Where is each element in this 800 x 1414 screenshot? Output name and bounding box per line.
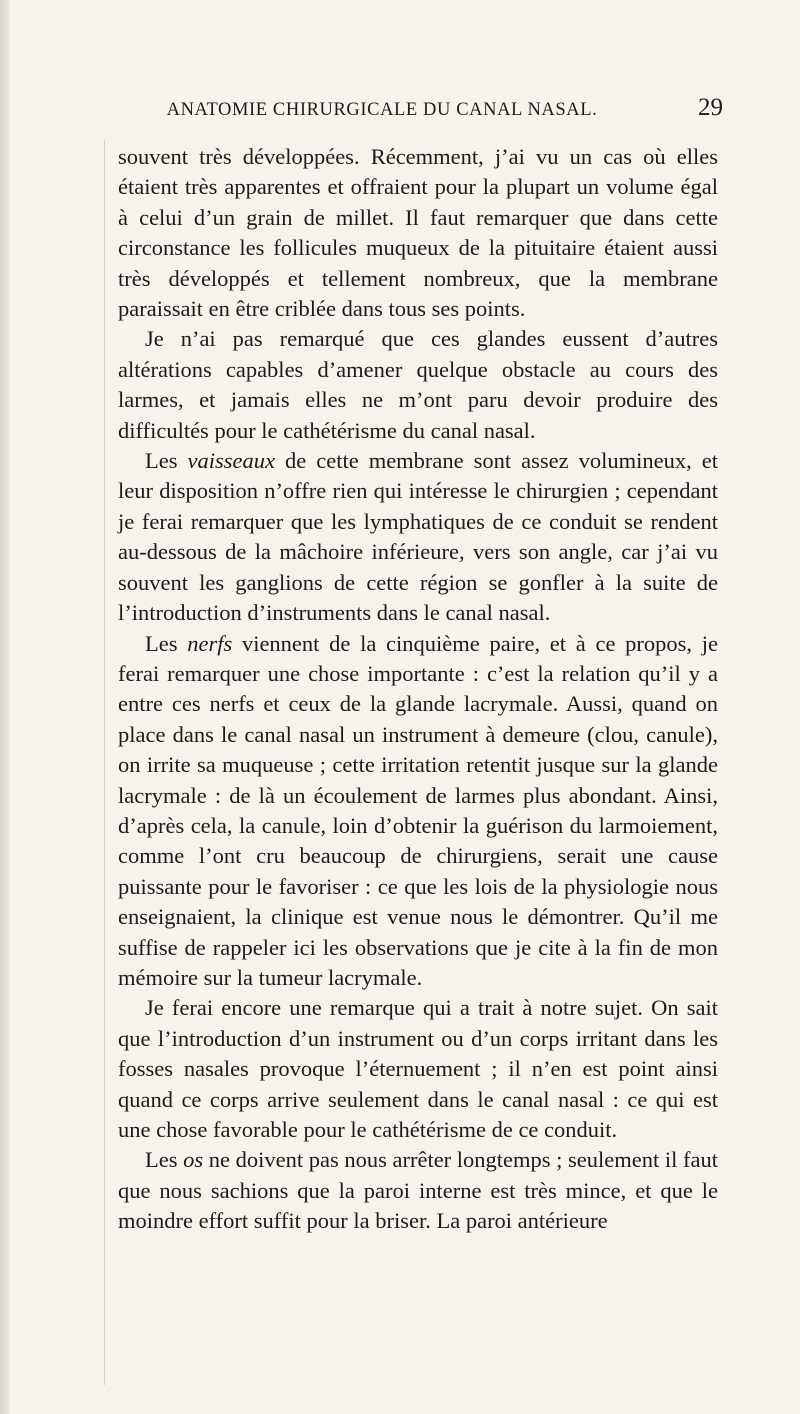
book-page bbox=[118, 92, 723, 1237]
paragraph-text: Les bbox=[145, 448, 188, 474]
body-text bbox=[118, 142, 718, 1237]
running-title: ANATOMIE CHIRURGICALE DU CANAL NASAL. bbox=[166, 100, 598, 120]
page-gutter-shadow bbox=[0, 0, 10, 1414]
italic-term-os: os bbox=[183, 1147, 204, 1173]
paragraph-text: Les bbox=[145, 1147, 184, 1173]
paragraph-text: Les bbox=[145, 630, 188, 656]
paragraph-3 bbox=[118, 446, 718, 628]
paragraph-6 bbox=[118, 1145, 718, 1236]
paragraph-text: viennent de la cinquième paire, et à ce propos, je ferai remarquer une chose importante : c’est la relation qu’il y a entre ces nerfs et ceux de la glande lacrymale. Aussi, quand on place dans le canal nasal un instrument à demeure (clou, canule), on irrite sa muqueuse ; cette irritation retentit jusque sur la glande lacrymale : de là un écoulement de larmes plus abondant. Ainsi, d’après cela, la canule, loin d’obtenir la guérison du larmoiement, comme l’ont cru beaucoup de chirurgiens, serait une cause puissante pour le favoriser : ce que les lois de la physiologie nous enseignaient, la clinique est venue nous le démontrer. Qu’il me suffise de rappeler ici les observations que je cite à la fin de mon mémoire sur la tumeur lacrymale. bbox=[118, 630, 718, 990]
paragraph-1 bbox=[118, 142, 718, 324]
paragraph-4 bbox=[118, 629, 718, 994]
page-number: 29 bbox=[698, 94, 723, 121]
paragraph-2 bbox=[118, 324, 718, 446]
paragraph-5 bbox=[118, 993, 718, 1145]
paragraph-text: ne doivent pas nous arrêter longtemps ; seulement il faut que nous sachions que la paroi interne est très mince, et que le moindre effort suffit pour la briser. La paroi antérieure bbox=[118, 1147, 719, 1234]
running-header bbox=[118, 92, 723, 132]
paragraph-text: Je n’ai pas remarqué que ces glandes eussent d’autres altérations capables d’amener quelque obstacle au cours des larmes, et jamais elles ne m’ont paru devoir produire des difficultés pour le cathétérisme du canal nasal. bbox=[118, 326, 718, 443]
paragraph-text: Je ferai encore une remarque qui a trait à notre sujet. On sait que l’introduction d’un instrument ou d’un corps irritant dans les fosses nasales provoque l’éternuement ; il n’en est point ainsi quand ce corps arrive seulement dans le canal nasal : ce qui est une chose favorable pour le cathétérisme de ce conduit. bbox=[118, 995, 718, 1142]
paragraph-text: de cette membrane sont assez volumineux, et leur disposition n’offre rien qui intéresse le chirurgien ; cependant je ferai remarquer que les lymphatiques de ce conduit se rendent au-dessous de la mâchoire inférieure, vers son angle, car j’ai vu souvent les ganglions de cette région se gonfler à la suite de l’introduction d’instruments dans le canal nasal. bbox=[118, 448, 718, 626]
binding-edge-line bbox=[104, 140, 105, 1385]
italic-term-nerfs: nerfs bbox=[187, 630, 233, 656]
paragraph-text: souvent très développées. Récemment, j’ai vu un cas où elles étaient très apparentes et offraient pour la plupart un volume égal à celui d’un grain de millet. Il faut remarquer que dans cette circonstance les follicules muqueux de la pituitaire étaient aussi très développés et tellement nombreux, que la membrane paraissait en être criblée dans tous ses points. bbox=[118, 144, 718, 322]
italic-term-vaisseaux: vaisseaux bbox=[187, 448, 275, 474]
